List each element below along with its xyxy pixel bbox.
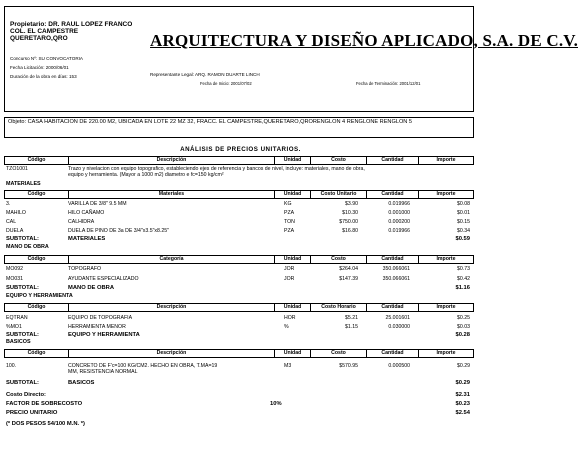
col-codigo: Código — [5, 157, 69, 164]
col-codigo: Código — [5, 350, 69, 357]
col-descripcion: Descripción — [69, 350, 275, 357]
col-cantidad: Cantidad — [367, 256, 419, 263]
cell-desc: HILO CAÑAMO — [68, 210, 105, 216]
owner-colony: COL. EL CAMPESTRE — [10, 28, 79, 35]
cell-qty: 0.019966 — [388, 201, 410, 207]
cell-code: 100. — [6, 363, 17, 369]
cell-unit: PZA — [284, 210, 295, 216]
precio-unitario-label: PRECIO UNITARIO — [6, 410, 58, 416]
costo-directo-label: Costo Directo: — [6, 392, 46, 398]
factor-sobrecosto-label: FACTOR DE SOBRECOSTO — [6, 401, 83, 407]
cell-desc-line2: MM, RESISTENCIA NORMAL — [68, 369, 138, 375]
owner-city: QUERETARO,QRO — [10, 35, 68, 42]
cell-desc-line1: CONCRETO DE F'c=100 KG/CM2. HECHO EN OBRA, T.MA=19 — [68, 363, 218, 369]
cell-cost: $750.00 — [339, 219, 358, 225]
cell-imp: $0.25 — [457, 315, 470, 321]
subtotal-name: EQUIPO Y HERRAMIENTA — [68, 332, 140, 338]
concept-desc-line1: Trazo y nivelacion con equipo topografico, estableciendo ejes de referencia y bancos de nivel, incluye: materiales, mano de obra, — [68, 166, 365, 172]
subtotal-value: $0.28 — [455, 332, 470, 338]
importe-con-letra: (* DOS PESOS 54/100 M.N. *) — [6, 421, 85, 427]
cell-imp: $0.34 — [457, 228, 470, 234]
cell-code: CAL — [6, 219, 17, 225]
cell-unit: KG — [284, 201, 292, 207]
cell-imp: $0.03 — [457, 324, 470, 330]
subtotal-value: $0.59 — [455, 236, 470, 242]
section-equipo: EQUIPO Y HERRAMIENTA — [6, 293, 73, 299]
page-title: ANÁLISIS DE PRECIOS UNITARIOS. — [180, 146, 301, 153]
cell-code: EQTRAN — [6, 315, 28, 321]
cell-imp: $0.42 — [457, 276, 470, 282]
cell-imp: $0.08 — [457, 201, 470, 207]
col-unidad: Unidad — [275, 256, 311, 263]
fecha-inicio: Fecha de Inicio: 2001/07/02 — [200, 81, 252, 86]
equipo-table-header — [4, 303, 474, 312]
col-costo: Costo — [311, 350, 367, 357]
cell-unit: HOR — [284, 315, 296, 321]
col-costo: Costo — [311, 157, 367, 164]
cell-cost: $264.04 — [339, 266, 358, 272]
concept-desc-line2: equipo y herramienta. (Mayor a 1000 m2) diametro e fc=150 kg/cm² — [68, 172, 224, 178]
cell-qty: 350.066061 — [382, 266, 410, 272]
cell-qty: 0.001000 — [388, 210, 410, 216]
cell-unit: TON — [284, 219, 295, 225]
representante-legal: Representante Legal: ARQ. RAMON DUARTE LINCH — [150, 72, 260, 77]
col-importe: Importe — [436, 157, 456, 163]
cell-unit: JOR — [284, 266, 295, 272]
col-importe: Importe — [436, 256, 456, 262]
col-codigo: Código — [5, 304, 69, 311]
col-codigo: Código — [5, 256, 69, 263]
cell-qty: 0.019966 — [388, 228, 410, 234]
cell-code: DUELA — [6, 228, 24, 234]
col-importe: Importe — [436, 191, 456, 197]
factor-sobrecosto-value: $0.23 — [455, 401, 470, 407]
cell-unit: % — [284, 324, 289, 330]
materiales-table-header — [4, 190, 474, 199]
objeto-box: Objeto: CASA HABITACION DE 220.00 M2, UBICADA EN LOTE 22 MZ 32, FRACC. EL CAMPESTRE,QUERETARO,QRORENGLON 4 RENGLONE RENGLON 5 — [4, 117, 474, 138]
cell-qty: 0.000500 — [388, 363, 410, 369]
col-categoria: Categoría — [69, 256, 275, 263]
col-costo-horario: Costo Horario — [311, 304, 367, 311]
col-descripcion: Descripción — [69, 157, 275, 164]
subtotal-value: $0.29 — [455, 380, 470, 386]
col-materiales: Materiales — [69, 191, 275, 198]
cell-code: MO031 — [6, 276, 24, 282]
cell-desc: AYUDANTE ESPECIALIZADO — [68, 276, 139, 282]
col-unidad: Unidad — [275, 157, 311, 164]
fecha-licitacion: Fecha Licitación: 2000/06/01 — [10, 65, 69, 70]
col-costo: Costo — [311, 256, 367, 263]
col-unidad: Unidad — [275, 350, 311, 357]
subtotal-label: SUBTOTAL: — [6, 285, 39, 291]
cell-unit: JOR — [284, 276, 295, 282]
section-materiales: MATERIALES — [6, 181, 41, 187]
mano-obra-table-header — [4, 255, 474, 264]
col-codigo: Código — [5, 191, 69, 198]
col-costo-unitario: Costo Unitario — [311, 191, 367, 198]
cell-desc: DUELA DE PINO DE 3a DE 3/4"x3.5"x8.25" — [68, 228, 169, 234]
cell-cost: $1.15 — [345, 324, 358, 330]
fecha-terminacion: Fecha de Terminación: 2001/12/01 — [356, 81, 421, 86]
cell-desc: TOPOGRAFO — [68, 266, 102, 272]
cell-imp: $0.73 — [457, 266, 470, 272]
cell-cost: $5.21 — [345, 315, 358, 321]
cell-code: 3. — [6, 201, 11, 207]
cell-qty: 25.001601 — [385, 315, 410, 321]
cell-code: %MO1 — [6, 324, 22, 330]
cell-cost: $147.39 — [339, 276, 358, 282]
concurso-number: Concurso Nº: SU CONVOCATORIA — [10, 56, 83, 61]
cell-cost: $10.30 — [342, 210, 358, 216]
subtotal-label: SUBTOTAL: — [6, 380, 39, 386]
cell-code: MO092 — [6, 266, 24, 272]
subtotal-name: MATERIALES — [68, 236, 106, 242]
cell-imp: $0.01 — [457, 210, 470, 216]
cell-unit: PZA — [284, 228, 295, 234]
cell-qty: 350.066061 — [382, 276, 410, 282]
cell-qty: 0.030000 — [388, 324, 410, 330]
cell-cost: $16.80 — [342, 228, 358, 234]
factor-sobrecosto-pct: 10% — [270, 401, 282, 407]
basicos-table-header — [4, 349, 474, 358]
col-unidad: Unidad — [275, 304, 311, 311]
subtotal-name: MANO DE OBRA — [68, 285, 115, 291]
subtotal-label: SUBTOTAL: — [6, 332, 39, 338]
col-cantidad: Cantidad — [367, 350, 419, 357]
cell-imp: $0.29 — [457, 363, 470, 369]
cell-desc: CALHIDRA — [68, 219, 95, 225]
concept-code: TZO1001 — [6, 166, 28, 172]
cell-code: MAHILO — [6, 210, 26, 216]
cell-desc: EQUIPO DE TOPOGRAFIA — [68, 315, 133, 321]
precio-unitario-value: $2.54 — [455, 410, 470, 416]
cell-imp: $0.15 — [457, 219, 470, 225]
col-importe: Importe — [436, 350, 456, 356]
company-name: ARQUITECTURA Y DISEÑO APLICADO, S.A. DE C.V. — [150, 31, 578, 50]
owner-name: Propietario: DR. RAUL LOPEZ FRANCO — [10, 21, 133, 28]
section-mano-obra: MANO DE OBRA — [6, 244, 49, 250]
col-importe: Importe — [436, 304, 456, 310]
subtotal-value: $1.16 — [455, 285, 470, 291]
cell-cost: $570.95 — [339, 363, 358, 369]
col-descripcion: Descripción — [69, 304, 275, 311]
cell-qty: 0.000200 — [388, 219, 410, 225]
duracion-obra: Duración de la obra en días: 153 — [10, 74, 77, 79]
concept-table-header — [4, 156, 474, 165]
section-basicos: BASICOS — [6, 339, 31, 345]
col-unidad: Unidad — [275, 191, 311, 198]
subtotal-label: SUBTOTAL: — [6, 236, 39, 242]
cell-desc: HERRAMIENTA MENOR — [68, 324, 126, 330]
cell-desc: VARILLA DE 3/8" 9.5 MM — [68, 201, 127, 207]
col-cantidad: Cantidad — [367, 304, 419, 311]
subtotal-name: BASICOS — [68, 380, 95, 386]
col-cantidad: Cantidad — [367, 157, 419, 164]
costo-directo-value: $2.31 — [455, 392, 470, 398]
cell-cost: $3.90 — [345, 201, 358, 207]
cell-unit: M3 — [284, 363, 292, 369]
col-cantidad: Cantidad — [367, 191, 419, 198]
